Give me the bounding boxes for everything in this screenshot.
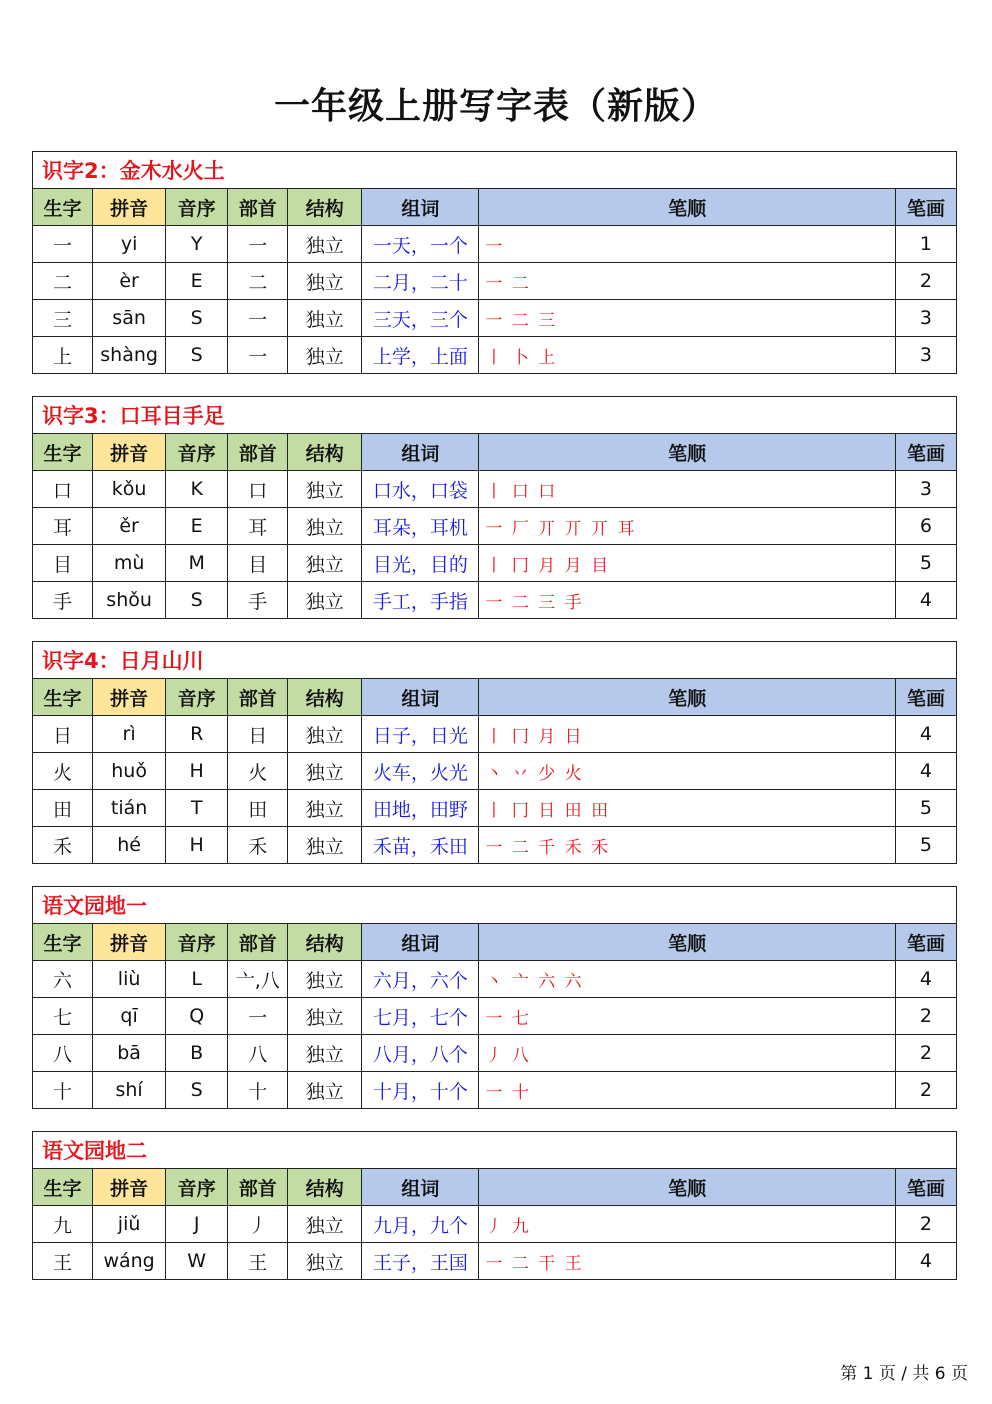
- table-row: [33, 545, 957, 582]
- cell-initial: Y: [166, 226, 228, 263]
- cell-words: 九月，九个: [362, 1206, 479, 1243]
- cell-count: 3: [895, 471, 956, 508]
- column-header: 部首: [228, 924, 288, 961]
- cell-structure: 独立: [288, 716, 362, 753]
- column-header: 笔画: [895, 924, 956, 961]
- cell-count: 2: [895, 998, 956, 1035]
- column-header: 拼音: [93, 924, 166, 961]
- cell-initial: H: [166, 753, 228, 790]
- section-title: 语文园地二: [33, 1132, 957, 1169]
- column-header: 拼音: [93, 679, 166, 716]
- cell-structure: 独立: [288, 998, 362, 1035]
- cell-radical: 一: [228, 300, 288, 337]
- cell-strokes: 一 二: [479, 263, 895, 300]
- column-header: 音序: [166, 189, 228, 226]
- header-row: [33, 1169, 957, 1206]
- cell-initial: R: [166, 716, 228, 753]
- cell-structure: 独立: [288, 263, 362, 300]
- cell-radical: 丿: [228, 1206, 288, 1243]
- cell-structure: 独立: [288, 508, 362, 545]
- column-header: 音序: [166, 924, 228, 961]
- column-header: 结构: [288, 189, 362, 226]
- char-table: [32, 886, 957, 1109]
- cell-count: 5: [895, 545, 956, 582]
- cell-structure: 独立: [288, 300, 362, 337]
- cell-pinyin: mù: [93, 545, 166, 582]
- cell-strokes: 丶 丷 少 火: [479, 753, 895, 790]
- cell-words: 日子，日光: [362, 716, 479, 753]
- cell-initial: E: [166, 508, 228, 545]
- column-header: 笔画: [895, 679, 956, 716]
- table-row: [33, 1243, 957, 1280]
- page-title: 一年级上册写字表（新版）: [273, 86, 718, 127]
- cell-radical: 王: [228, 1243, 288, 1280]
- cell-char: 七: [33, 998, 93, 1035]
- cell-radical: 亠,八: [228, 961, 288, 998]
- cell-char: 口: [33, 471, 93, 508]
- column-header: 部首: [228, 679, 288, 716]
- cell-count: 4: [895, 716, 956, 753]
- column-header: 部首: [228, 434, 288, 471]
- cell-count: 2: [895, 263, 956, 300]
- column-header: 拼音: [93, 189, 166, 226]
- column-header: 结构: [288, 679, 362, 716]
- table-row: [33, 1206, 957, 1243]
- cell-pinyin: rì: [93, 716, 166, 753]
- cell-initial: E: [166, 263, 228, 300]
- cell-radical: 禾: [228, 827, 288, 864]
- cell-char: 九: [33, 1206, 93, 1243]
- cell-radical: 一: [228, 226, 288, 263]
- cell-count: 6: [895, 508, 956, 545]
- cell-char: 田: [33, 790, 93, 827]
- cell-initial: J: [166, 1206, 228, 1243]
- column-header: 音序: [166, 1169, 228, 1206]
- table-row: [33, 226, 957, 263]
- cell-radical: 八: [228, 1035, 288, 1072]
- cell-char: 目: [33, 545, 93, 582]
- section-table: [32, 641, 957, 864]
- cell-pinyin: yi: [93, 226, 166, 263]
- cell-count: 3: [895, 300, 956, 337]
- cell-count: 3: [895, 337, 956, 374]
- cell-structure: 独立: [288, 753, 362, 790]
- header-row: [33, 679, 957, 716]
- cell-strokes: 丨 冂 日 田 田: [479, 790, 895, 827]
- cell-structure: 独立: [288, 961, 362, 998]
- table-row: [33, 1035, 957, 1072]
- column-header: 结构: [288, 434, 362, 471]
- cell-strokes: 一 二 三 手: [479, 582, 895, 619]
- cell-words: 上学，上面: [362, 337, 479, 374]
- cell-strokes: 一 二 千 禾 禾: [479, 827, 895, 864]
- cell-initial: M: [166, 545, 228, 582]
- cell-words: 三天，三个: [362, 300, 479, 337]
- cell-char: 上: [33, 337, 93, 374]
- section-title: 语文园地一: [33, 887, 957, 924]
- cell-structure: 独立: [288, 226, 362, 263]
- cell-char: 火: [33, 753, 93, 790]
- cell-pinyin: liù: [93, 961, 166, 998]
- char-table: [32, 1131, 957, 1280]
- cell-words: 目光，目的: [362, 545, 479, 582]
- header-row: [33, 924, 957, 961]
- cell-words: 王子，王国: [362, 1243, 479, 1280]
- cell-words: 火车，火光: [362, 753, 479, 790]
- cell-pinyin: shǒu: [93, 582, 166, 619]
- cell-count: 2: [895, 1072, 956, 1109]
- cell-char: 日: [33, 716, 93, 753]
- table-row: [33, 790, 957, 827]
- column-header: 部首: [228, 189, 288, 226]
- column-header: 笔顺: [479, 679, 895, 716]
- column-header: 笔顺: [479, 924, 895, 961]
- cell-pinyin: tián: [93, 790, 166, 827]
- cell-strokes: 一 十: [479, 1072, 895, 1109]
- cell-structure: 独立: [288, 545, 362, 582]
- cell-words: 耳朵，耳机: [362, 508, 479, 545]
- column-header: 笔顺: [479, 434, 895, 471]
- table-row: [33, 998, 957, 1035]
- char-table: [32, 641, 957, 864]
- column-header: 生字: [33, 679, 93, 716]
- cell-structure: 独立: [288, 471, 362, 508]
- cell-radical: 口: [228, 471, 288, 508]
- column-header: 部首: [228, 1169, 288, 1206]
- cell-pinyin: sān: [93, 300, 166, 337]
- cell-initial: T: [166, 790, 228, 827]
- column-header: 生字: [33, 434, 93, 471]
- cell-count: 5: [895, 790, 956, 827]
- cell-structure: 独立: [288, 1072, 362, 1109]
- column-header: 组词: [362, 434, 479, 471]
- column-header: 笔画: [895, 1169, 956, 1206]
- cell-radical: 手: [228, 582, 288, 619]
- section-table: [32, 151, 957, 374]
- cell-initial: B: [166, 1035, 228, 1072]
- cell-strokes: 丶 亠 六 六: [479, 961, 895, 998]
- cell-words: 十月，十个: [362, 1072, 479, 1109]
- cell-words: 七月，七个: [362, 998, 479, 1035]
- cell-count: 2: [895, 1035, 956, 1072]
- cell-char: 耳: [33, 508, 93, 545]
- section-title: 识字2：金木水火土: [33, 152, 957, 189]
- cell-words: 六月，六个: [362, 961, 479, 998]
- cell-radical: 耳: [228, 508, 288, 545]
- cell-radical: 十: [228, 1072, 288, 1109]
- cell-words: 禾苗，禾田: [362, 827, 479, 864]
- cell-pinyin: jiǔ: [93, 1206, 166, 1243]
- column-header: 组词: [362, 1169, 479, 1206]
- column-header: 组词: [362, 924, 479, 961]
- cell-structure: 独立: [288, 337, 362, 374]
- cell-pinyin: huǒ: [93, 753, 166, 790]
- table-row: [33, 508, 957, 545]
- column-header: 组词: [362, 189, 479, 226]
- column-header: 拼音: [93, 434, 166, 471]
- cell-strokes: 一 二 干 王: [479, 1243, 895, 1280]
- cell-char: 六: [33, 961, 93, 998]
- cell-initial: S: [166, 337, 228, 374]
- cell-pinyin: hé: [93, 827, 166, 864]
- section-table: [32, 1131, 957, 1280]
- cell-char: 十: [33, 1072, 93, 1109]
- section-table: [32, 396, 957, 619]
- table-row: [33, 337, 957, 374]
- cell-count: 4: [895, 753, 956, 790]
- section-title: 识字4：日月山川: [33, 642, 957, 679]
- column-header: 组词: [362, 679, 479, 716]
- cell-initial: S: [166, 300, 228, 337]
- cell-initial: Q: [166, 998, 228, 1035]
- cell-structure: 独立: [288, 827, 362, 864]
- cell-radical: 一: [228, 998, 288, 1035]
- cell-count: 4: [895, 1243, 956, 1280]
- column-header: 结构: [288, 924, 362, 961]
- cell-strokes: 一: [479, 226, 895, 263]
- cell-char: 一: [33, 226, 93, 263]
- cell-char: 二: [33, 263, 93, 300]
- cell-pinyin: kǒu: [93, 471, 166, 508]
- cell-structure: 独立: [288, 1035, 362, 1072]
- cell-pinyin: ěr: [93, 508, 166, 545]
- column-header: 音序: [166, 679, 228, 716]
- cell-char: 王: [33, 1243, 93, 1280]
- cell-structure: 独立: [288, 790, 362, 827]
- section-title: 识字3：口耳目手足: [33, 397, 957, 434]
- cell-structure: 独立: [288, 1243, 362, 1280]
- cell-strokes: 丨 冂 月 月 目: [479, 545, 895, 582]
- column-header: 生字: [33, 924, 93, 961]
- cell-count: 4: [895, 961, 956, 998]
- cell-initial: H: [166, 827, 228, 864]
- table-row: [33, 263, 957, 300]
- cell-pinyin: shí: [93, 1072, 166, 1109]
- cell-pinyin: bā: [93, 1035, 166, 1072]
- section-table: [32, 886, 957, 1109]
- table-row: [33, 1072, 957, 1109]
- cell-char: 八: [33, 1035, 93, 1072]
- cell-count: 5: [895, 827, 956, 864]
- cell-radical: 火: [228, 753, 288, 790]
- cell-count: 2: [895, 1206, 956, 1243]
- cell-strokes: 一 厂 丌 丌 丌 耳: [479, 508, 895, 545]
- cell-pinyin: wáng: [93, 1243, 166, 1280]
- cell-strokes: 丨 冂 月 日: [479, 716, 895, 753]
- table-row: [33, 753, 957, 790]
- table-row: [33, 716, 957, 753]
- cell-radical: 一: [228, 337, 288, 374]
- cell-structure: 独立: [288, 582, 362, 619]
- header-row: [33, 434, 957, 471]
- cell-words: 手工，手指: [362, 582, 479, 619]
- cell-strokes: 丿 八: [479, 1035, 895, 1072]
- column-header: 音序: [166, 434, 228, 471]
- cell-initial: S: [166, 1072, 228, 1109]
- column-header: 生字: [33, 189, 93, 226]
- cell-strokes: 丿 九: [479, 1206, 895, 1243]
- cell-structure: 独立: [288, 1206, 362, 1243]
- cell-radical: 田: [228, 790, 288, 827]
- column-header: 笔顺: [479, 1169, 895, 1206]
- cell-initial: S: [166, 582, 228, 619]
- cell-strokes: 丨 卜 上: [479, 337, 895, 374]
- cell-words: 二月，二十: [362, 263, 479, 300]
- char-table: [32, 396, 957, 619]
- cell-strokes: 一 二 三: [479, 300, 895, 337]
- cell-strokes: 丨 口 口: [479, 471, 895, 508]
- table-row: [33, 300, 957, 337]
- cell-radical: 日: [228, 716, 288, 753]
- page-footer: 第 1 页 / 共 6 页: [840, 1364, 968, 1384]
- char-table: [32, 151, 957, 374]
- column-header: 拼音: [93, 1169, 166, 1206]
- cell-pinyin: qī: [93, 998, 166, 1035]
- cell-words: 一天，一个: [362, 226, 479, 263]
- column-header: 笔顺: [479, 189, 895, 226]
- column-header: 笔画: [895, 189, 956, 226]
- cell-initial: L: [166, 961, 228, 998]
- column-header: 结构: [288, 1169, 362, 1206]
- cell-initial: K: [166, 471, 228, 508]
- header-row: [33, 189, 957, 226]
- table-row: [33, 471, 957, 508]
- column-header: 笔画: [895, 434, 956, 471]
- cell-char: 三: [33, 300, 93, 337]
- cell-initial: W: [166, 1243, 228, 1280]
- cell-strokes: 一 七: [479, 998, 895, 1035]
- cell-pinyin: shàng: [93, 337, 166, 374]
- table-row: [33, 961, 957, 998]
- table-row: [33, 827, 957, 864]
- cell-radical: 目: [228, 545, 288, 582]
- cell-count: 1: [895, 226, 956, 263]
- cell-pinyin: èr: [93, 263, 166, 300]
- table-row: [33, 582, 957, 619]
- cell-words: 口水，口袋: [362, 471, 479, 508]
- cell-radical: 二: [228, 263, 288, 300]
- cell-count: 4: [895, 582, 956, 619]
- cell-words: 田地，田野: [362, 790, 479, 827]
- cell-char: 禾: [33, 827, 93, 864]
- cell-words: 八月，八个: [362, 1035, 479, 1072]
- cell-char: 手: [33, 582, 93, 619]
- column-header: 生字: [33, 1169, 93, 1206]
